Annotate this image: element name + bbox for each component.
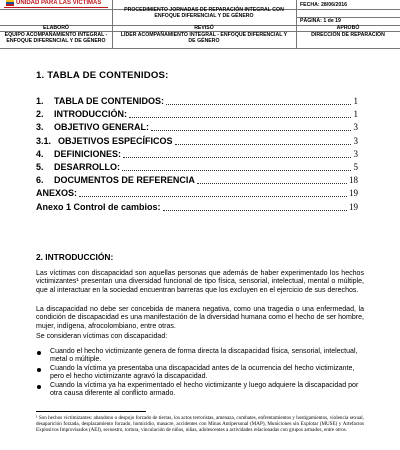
toc-entry[interactable] (36, 162, 358, 174)
toc-entry-number: 2. (36, 109, 44, 120)
toc-entry-page: 1 (353, 109, 358, 120)
toc-entry-page: 3 (353, 135, 358, 146)
toc-leader-dots (151, 130, 351, 131)
header-elaboro: ELABORÓ (43, 25, 69, 31)
toc-leader-dots (175, 144, 351, 145)
list-item: Cuando la víctima ya presentaba una discapacidad antes de la ocurrencia del hecho victimizante, pero el hecho victimizante agravó la discapacidad. (50, 365, 355, 381)
toc-entry-page: 5 (353, 162, 358, 172)
toc-entry[interactable] (36, 202, 358, 214)
toc-entry-label: OBJETIVO GENERAL: (54, 122, 150, 133)
toc-entry[interactable] (36, 96, 358, 108)
toc-entry-label: ANEXOS: (36, 188, 78, 199)
toc-entry-page: 18 (349, 175, 358, 186)
logo-underline (4, 7, 108, 8)
toc-entry-number: 3. (36, 122, 44, 133)
toc-entry[interactable] (36, 136, 358, 148)
toc-entry-page: 3 (353, 148, 358, 159)
logo-text: UNIDAD PARA LAS VÍCTIMAS (16, 0, 102, 6)
toc-entry-label: DOCUMENTOS DE REFERENCIA (54, 175, 195, 186)
value-aprobo: DIRECCIÓN DE REPARACIÓN (311, 32, 385, 38)
bullet-icon (37, 385, 41, 389)
bullet-icon (37, 368, 41, 372)
toc-leader-dots (197, 183, 347, 184)
date-field: FECHA: 28/06/2016 (300, 2, 347, 8)
intro-heading: 2. INTRODUCCIÓN: (36, 252, 114, 262)
toc-entry-page: 19 (349, 188, 358, 199)
toc-entry-label: DEFINICIONES: (54, 148, 122, 159)
toc-entry-label: Anexo 1 Control de cambios: (36, 201, 161, 212)
toc-entry-number: 6. (36, 175, 44, 186)
toc-entry[interactable] (36, 109, 358, 121)
toc-leader-dots (129, 117, 351, 118)
footnote-separator (36, 411, 146, 412)
toc-leader-dots (122, 170, 351, 171)
value-elaboro: EQUIPO ACOMPAÑAMIENTO INTEGRAL - ENFOQUE DIFERENCIAL Y DE GÉNERO (4, 32, 108, 44)
logo (0, 0, 112, 9)
toc-entry-number: 5. (36, 162, 44, 172)
toc-entry-label: OBJETIVOS ESPECÍFICOS (58, 135, 173, 146)
toc-entry-page: 19 (349, 201, 358, 212)
intro-paragraph-3: Se consideran víctimas con discapacidad: (36, 333, 168, 340)
toc-entry[interactable] (36, 188, 358, 200)
bullet-icon (37, 351, 41, 355)
toc-entry-number: 3.1. (36, 135, 52, 146)
header-reviso: REVISÓ (194, 25, 214, 31)
toc-entry-label: TABLA DE CONTENIDOS: (54, 96, 164, 106)
toc-entry-page: 1 (353, 96, 358, 106)
shield-icon (6, 0, 14, 6)
toc-entry-number: 4. (36, 148, 44, 159)
toc-heading: 1. TABLA DE CONTENIDOS: (36, 70, 169, 81)
toc-leader-dots (163, 210, 347, 211)
intro-paragraph-2: La discapacidad no debe ser concebida de manera negativa, como una tragedia o una enfermedad, la condición de discapacidad es una manifestación de la diversidad humana como el hecho de ser hombre, mujer, indígena, afrocolombiano, entre otras. (36, 306, 364, 330)
document-title: PROCEDIMIENTO JORNADAS DE REPARACIÓN INTEGRAL CON ENFOQUE DIFERENCIAL Y DE GÉNERO (124, 7, 284, 19)
toc-entry-label: DESARROLLO: (54, 162, 120, 172)
toc-entry-page: 3 (353, 122, 358, 133)
header-aprobo: APROBÓ (336, 25, 360, 31)
toc-leader-dots (79, 196, 347, 197)
toc-entry[interactable] (36, 175, 358, 187)
toc-entry-label: INTRODUCCIÓN: (54, 109, 127, 120)
list-item: Cuando el hecho victimizante genera de forma directa la discapacidad física, sensorial, intelectual, metal o múltiple. (50, 348, 358, 364)
toc-leader-dots (123, 157, 351, 158)
page-field: PÁGINA: 1 de 19 (300, 18, 341, 24)
toc-leader-dots (166, 104, 351, 105)
toc-entry[interactable] (36, 149, 358, 161)
intro-paragraph-1: Las víctimas con discapacidad son aquellas personas que además de haber experimentado los hechos victimizantes¹ presentan una diversidad funcional de tipo física, sensorial, intelectual, mental o múltiple, que al interactuar en la sociedad encuentran barreras que los excluyen en el ejercicio de sus derechos. (36, 270, 364, 294)
value-reviso: LÍDER ACOMPAÑAMIENTO INTEGRAL - ENFOQUE DIFERENCIAL Y DE GÉNERO (120, 32, 288, 44)
toc-entry-number: 1. (36, 96, 44, 106)
footnote: ¹ Son hechos victimizantes: abandono o despojo forzado de tierras, los actos terroristas, amenaza, combates, enfrentamientos y hostigamientos, violencia sexual, desaparición forzada, desplazamiento forzado, homicidio, masacre, accidentes con Minas Antipersonal (MAP), Municiones sin Explotar (MUSE) y Artefactos Explosivos Improvisados (AEI), secuestro, tortura, vinculación de niños, niñas, adolescentes a actividades relacionadas con grupos armados, entre otros. (36, 415, 364, 434)
document-header (0, 0, 400, 48)
toc-entry[interactable] (36, 122, 358, 134)
list-item: Cuando la víctima ya ha experimentado el hecho victimizante y luego adquiere la discapacidad por otra causa diferente al conflicto armado. (50, 382, 359, 398)
